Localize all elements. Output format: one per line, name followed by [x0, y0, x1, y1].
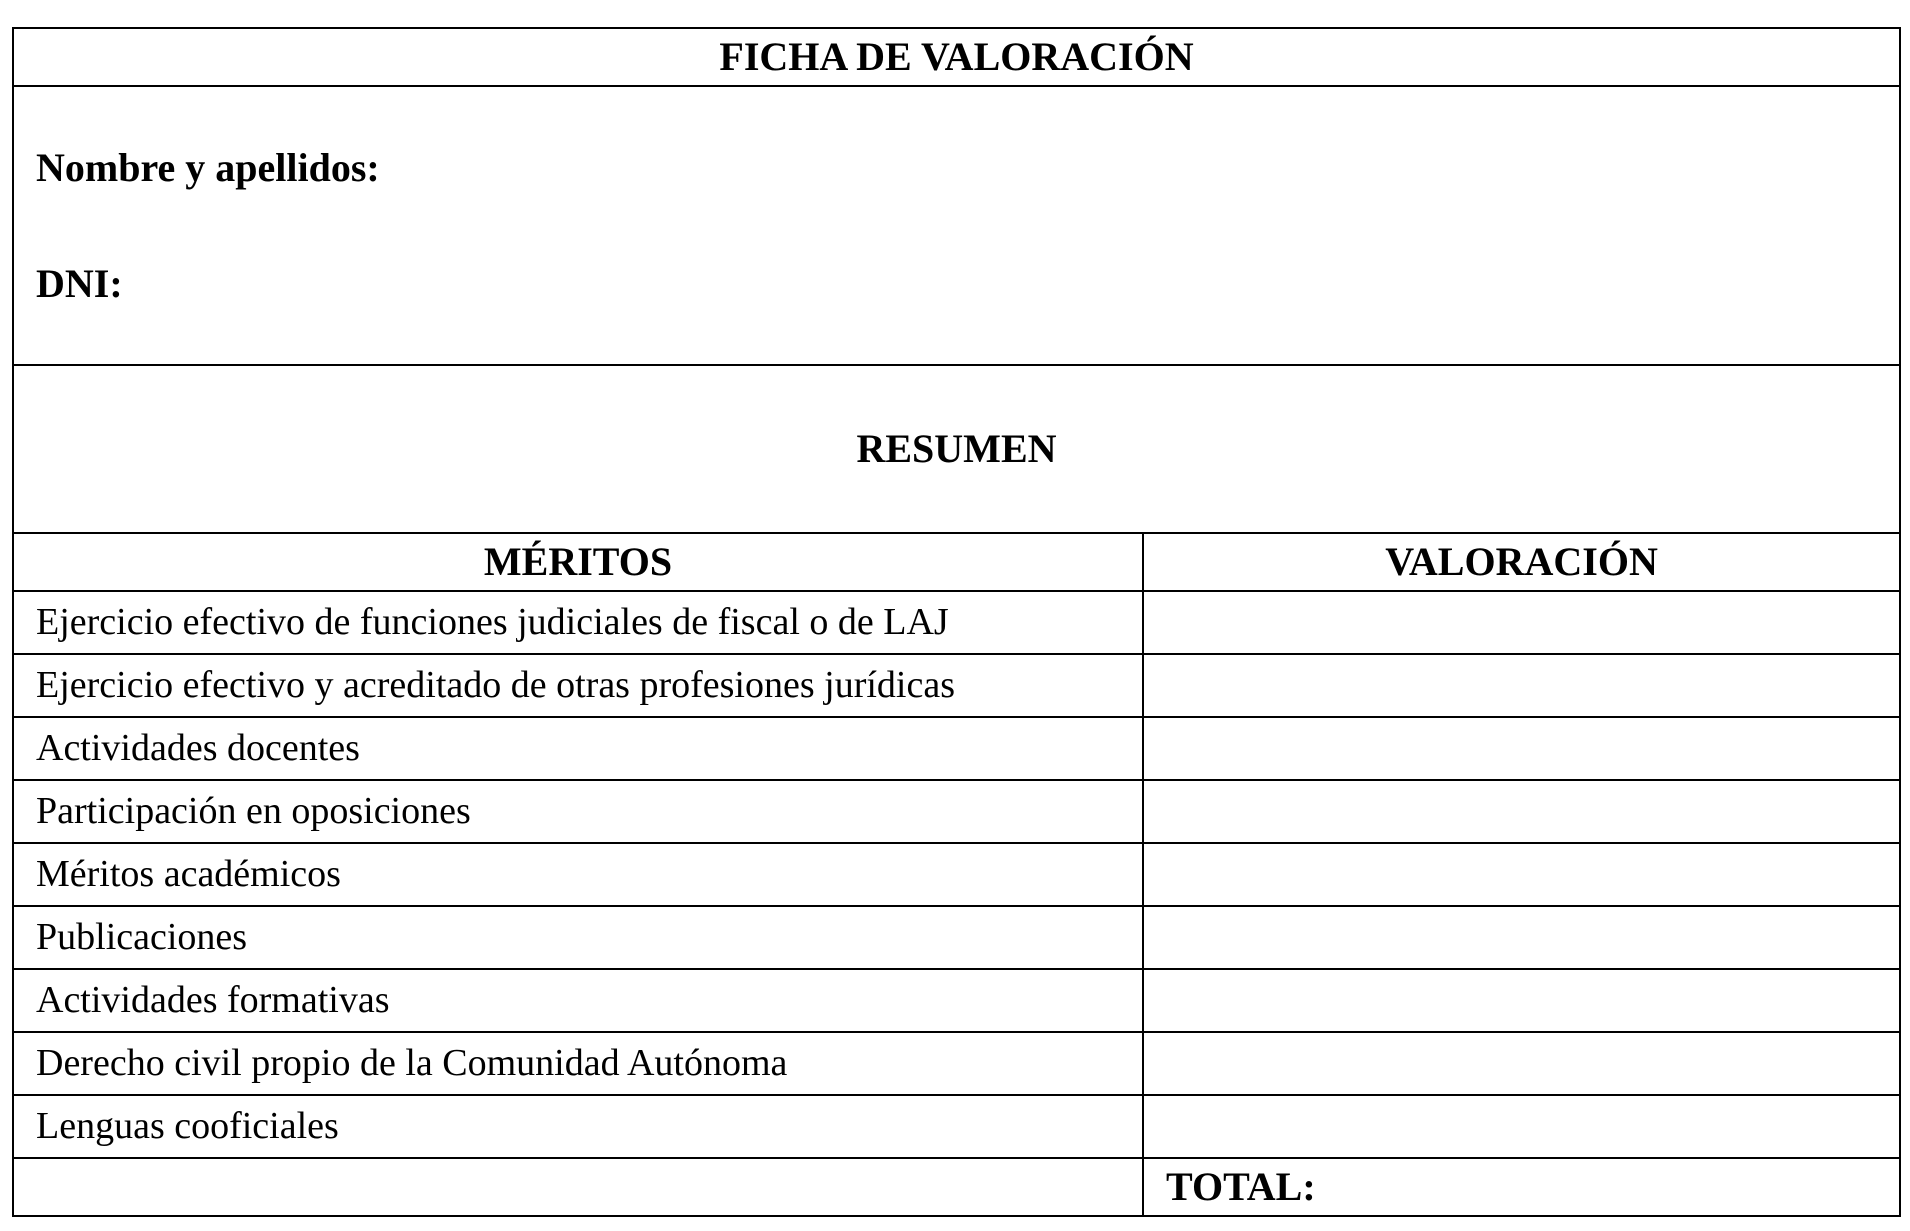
title-row — [13, 28, 1900, 86]
identity-section — [13, 86, 1900, 365]
merit-score-cell — [1143, 717, 1900, 780]
merit-label: Méritos académicos — [13, 843, 1143, 906]
merit-score-cell — [1143, 1095, 1900, 1158]
dni-label: DNI: — [36, 260, 123, 306]
merit-score-cell — [1143, 591, 1900, 654]
table-row — [13, 906, 1900, 969]
merit-label: Actividades docentes — [13, 717, 1143, 780]
summary-row — [13, 365, 1900, 533]
table-row — [13, 780, 1900, 843]
column-header-meritos: MÉRITOS — [13, 533, 1143, 591]
column-header-row — [13, 533, 1900, 591]
merit-label: Derecho civil propio de la Comunidad Autónoma — [13, 1032, 1143, 1095]
valuation-form-table — [12, 27, 1901, 1217]
merit-score-cell — [1143, 969, 1900, 1032]
column-header-valoracion: VALORACIÓN — [1143, 533, 1900, 591]
merit-score-cell — [1143, 843, 1900, 906]
table-row — [13, 1095, 1900, 1158]
merit-label: Actividades formativas — [13, 969, 1143, 1032]
identity-row — [13, 86, 1900, 365]
merit-score-cell — [1143, 654, 1900, 717]
merit-score-cell — [1143, 1032, 1900, 1095]
name-label: Nombre y apellidos: — [36, 144, 380, 190]
table-row — [13, 843, 1900, 906]
total-row — [13, 1158, 1900, 1216]
summary-title: RESUMEN — [13, 365, 1900, 533]
merit-label: Ejercicio efectivo de funciones judiciales de fiscal o de LAJ — [13, 591, 1143, 654]
total-empty-cell — [13, 1158, 1143, 1216]
merit-label: Publicaciones — [13, 906, 1143, 969]
merit-score-cell — [1143, 780, 1900, 843]
merit-label: Ejercicio efectivo y acreditado de otras profesiones jurídicas — [13, 654, 1143, 717]
total-label: TOTAL: — [1143, 1158, 1900, 1216]
merit-label: Lenguas cooficiales — [13, 1095, 1143, 1158]
table-row — [13, 717, 1900, 780]
table-row — [13, 654, 1900, 717]
form-title: FICHA DE VALORACIÓN — [13, 28, 1900, 86]
table-row — [13, 1032, 1900, 1095]
merit-label: Participación en oposiciones — [13, 780, 1143, 843]
table-row — [13, 969, 1900, 1032]
merit-score-cell — [1143, 906, 1900, 969]
table-row — [13, 591, 1900, 654]
